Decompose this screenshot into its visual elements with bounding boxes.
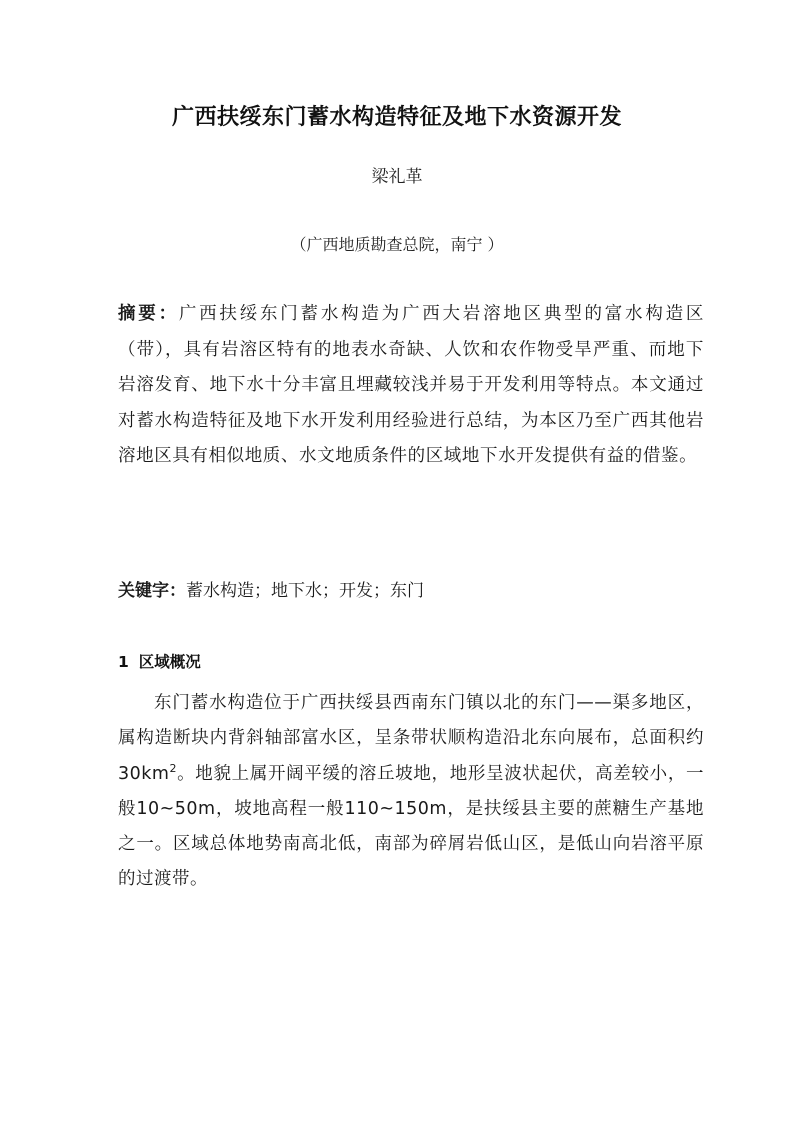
section-heading [118,650,201,672]
section-number: 1 [118,653,129,671]
keywords-text: 蓄水构造；地下水；开发；东门 [186,581,424,601]
author-name: 梁礼革 [371,167,423,187]
abstract-label: 摘要： [118,304,179,324]
body-text-part1: 东门蓄水构造位于广西扶绥县西南东门镇以北的东门——渠多地区，属构造断块内背斜轴部富水区，呈条带状顺构造沿北东向展布，总面积约30km [118,693,704,784]
author-affiliation: （广西地质勘查总院，南宁 ） [290,235,504,254]
body-text-part2: 。地貌上属开阔平缓的溶丘坡地，地形呈波状起伏，高差较小，一般10~50m，坡地高程一般110~150m，是扶绥县主要的蔗糖生产基地之一。区域总体地势南高北低，南部为碎屑岩低山区，是低山向岩溶平原的过渡带。 [118,763,704,890]
abstract-text: 广西扶绥东门蓄水构造为广西大岩溶地区典型的富水构造区（带），具有岩溶区特有的地表水奇缺、人饮和农作物受旱严重、而地下岩溶发育、地下水十分丰富且埋藏较浅并易于开发利用等特点。本文通过对蓄水构造特征及地下水开发利用经验进行总结，为本区乃至广西其他岩溶地区具有相似地质、水文地质条件的区域地下水开发提供有益的借鉴。 [118,304,704,466]
keywords-line [118,576,704,606]
document-title: 广西扶绥东门蓄水构造特征及地下水资源开发 [171,105,622,130]
area-unit-superscript: 2 [169,761,177,775]
abstract-paragraph [118,297,704,475]
section-body-paragraph [118,686,704,898]
keywords-label: 关键字： [118,581,186,601]
section-title: 区域概况 [138,653,201,671]
